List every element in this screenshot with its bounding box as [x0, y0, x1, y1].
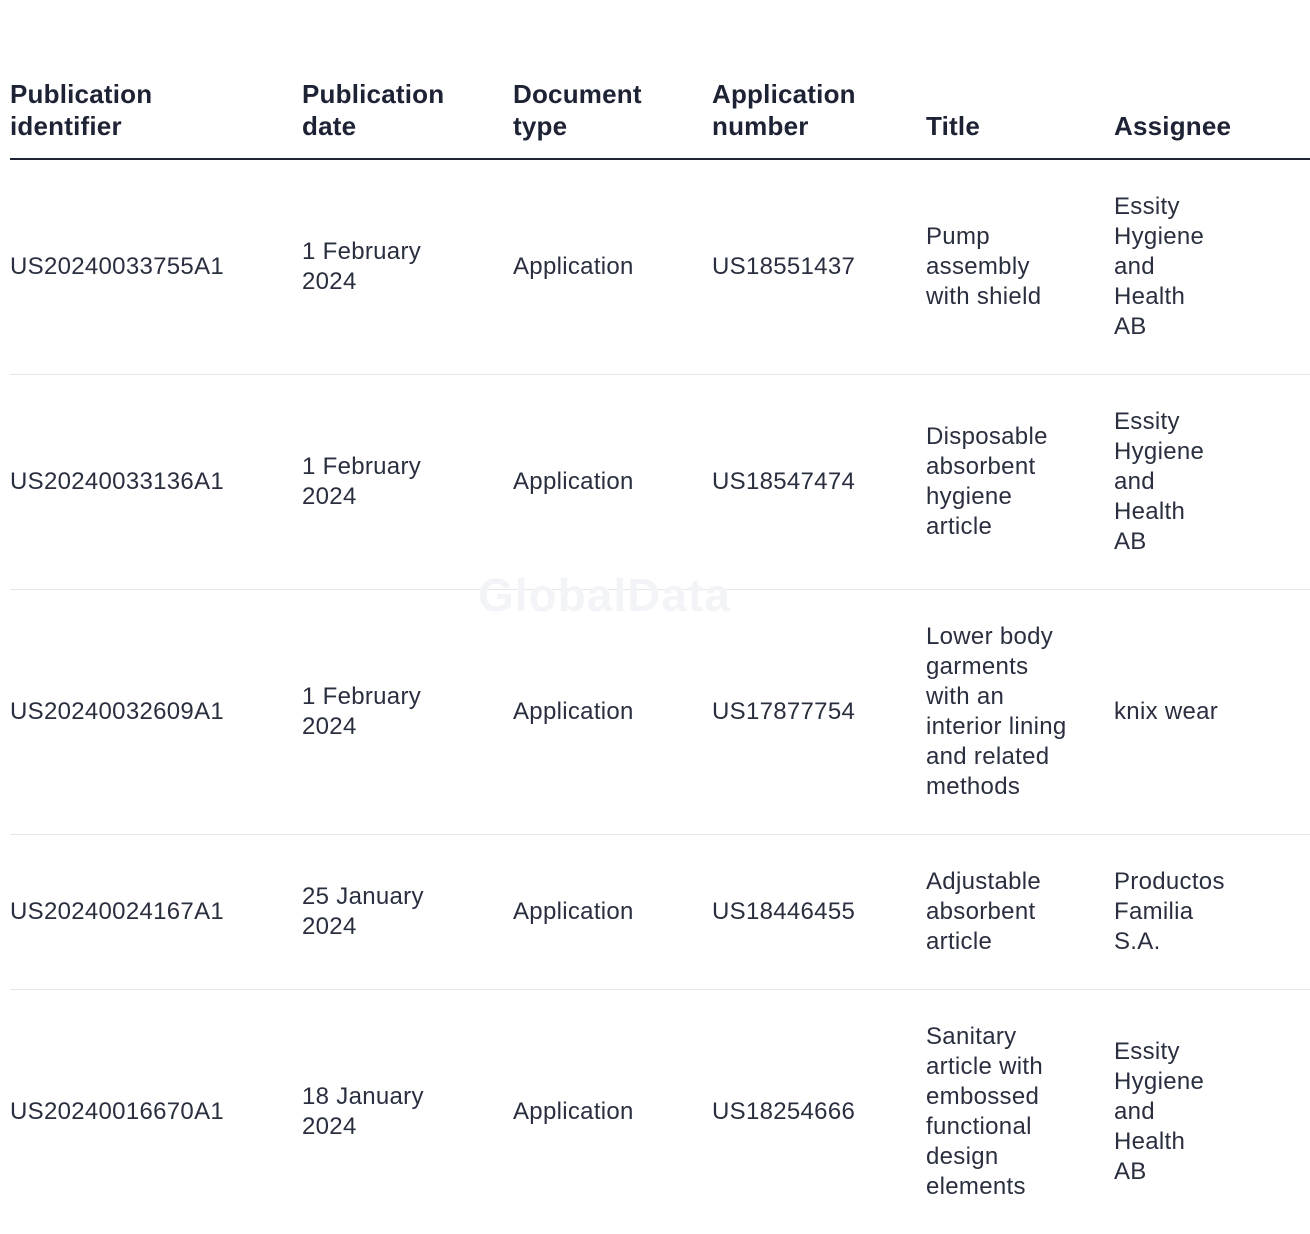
- cell-assignee: Essity Hygiene and Health AB: [1114, 990, 1310, 1234]
- cell-publication-identifier: US20240033755A1: [10, 159, 302, 375]
- cell-publication-date: 1 February 2024: [302, 375, 513, 590]
- cell-assignee: Essity Hygiene and Health AB: [1114, 159, 1310, 375]
- cell-publication-date: 25 January 2024: [302, 835, 513, 990]
- table-row: [10, 375, 1310, 590]
- table-row: [10, 590, 1310, 835]
- cell-title: Disposable absorbent hygiene article: [926, 375, 1114, 590]
- cell-application-number: US17877754: [712, 590, 926, 835]
- header-publication-date: Publication date: [302, 78, 513, 159]
- header-title: Title: [926, 78, 1114, 159]
- cell-document-type: Application: [513, 159, 712, 375]
- cell-publication-identifier: US20240016670A1: [10, 990, 302, 1234]
- patents-table: [10, 78, 1310, 1234]
- table-header-row: [10, 78, 1310, 159]
- header-document-type: Document type: [513, 78, 712, 159]
- cell-document-type: Application: [513, 375, 712, 590]
- header-assignee: Assignee: [1114, 78, 1310, 159]
- table-viewport: [10, 0, 1210, 1190]
- cell-assignee: Productos Familia S.A.: [1114, 835, 1310, 990]
- cell-title: Pump assembly with shield: [926, 159, 1114, 375]
- cell-title: Lower body garments with an interior lining and related methods: [926, 590, 1114, 835]
- cell-document-type: Application: [513, 835, 712, 990]
- table-row: [10, 159, 1310, 375]
- cell-publication-date: 1 February 2024: [302, 159, 513, 375]
- cell-assignee: Essity Hygiene and Health AB: [1114, 375, 1310, 590]
- cell-publication-identifier: US20240033136A1: [10, 375, 302, 590]
- cell-application-number: US18547474: [712, 375, 926, 590]
- cell-title: Adjustable absorbent article: [926, 835, 1114, 990]
- globaldata-watermark: GlobalData: [478, 568, 731, 622]
- cell-document-type: Application: [513, 990, 712, 1234]
- cell-title: Sanitary article with embossed functional design elements: [926, 990, 1114, 1234]
- table-row: [10, 835, 1310, 990]
- header-application-number: Application number: [712, 78, 926, 159]
- cell-publication-identifier: US20240024167A1: [10, 835, 302, 990]
- header-publication-identifier: Publication identifier: [10, 78, 302, 159]
- cell-application-number: US18446455: [712, 835, 926, 990]
- cell-assignee: knix wear: [1114, 590, 1310, 835]
- cell-publication-identifier: US20240032609A1: [10, 590, 302, 835]
- cell-publication-date: 1 February 2024: [302, 590, 513, 835]
- cell-document-type: Application: [513, 590, 712, 835]
- cell-application-number: US18551437: [712, 159, 926, 375]
- cell-application-number: US18254666: [712, 990, 926, 1234]
- cell-publication-date: 18 January 2024: [302, 990, 513, 1234]
- table-row: [10, 990, 1310, 1234]
